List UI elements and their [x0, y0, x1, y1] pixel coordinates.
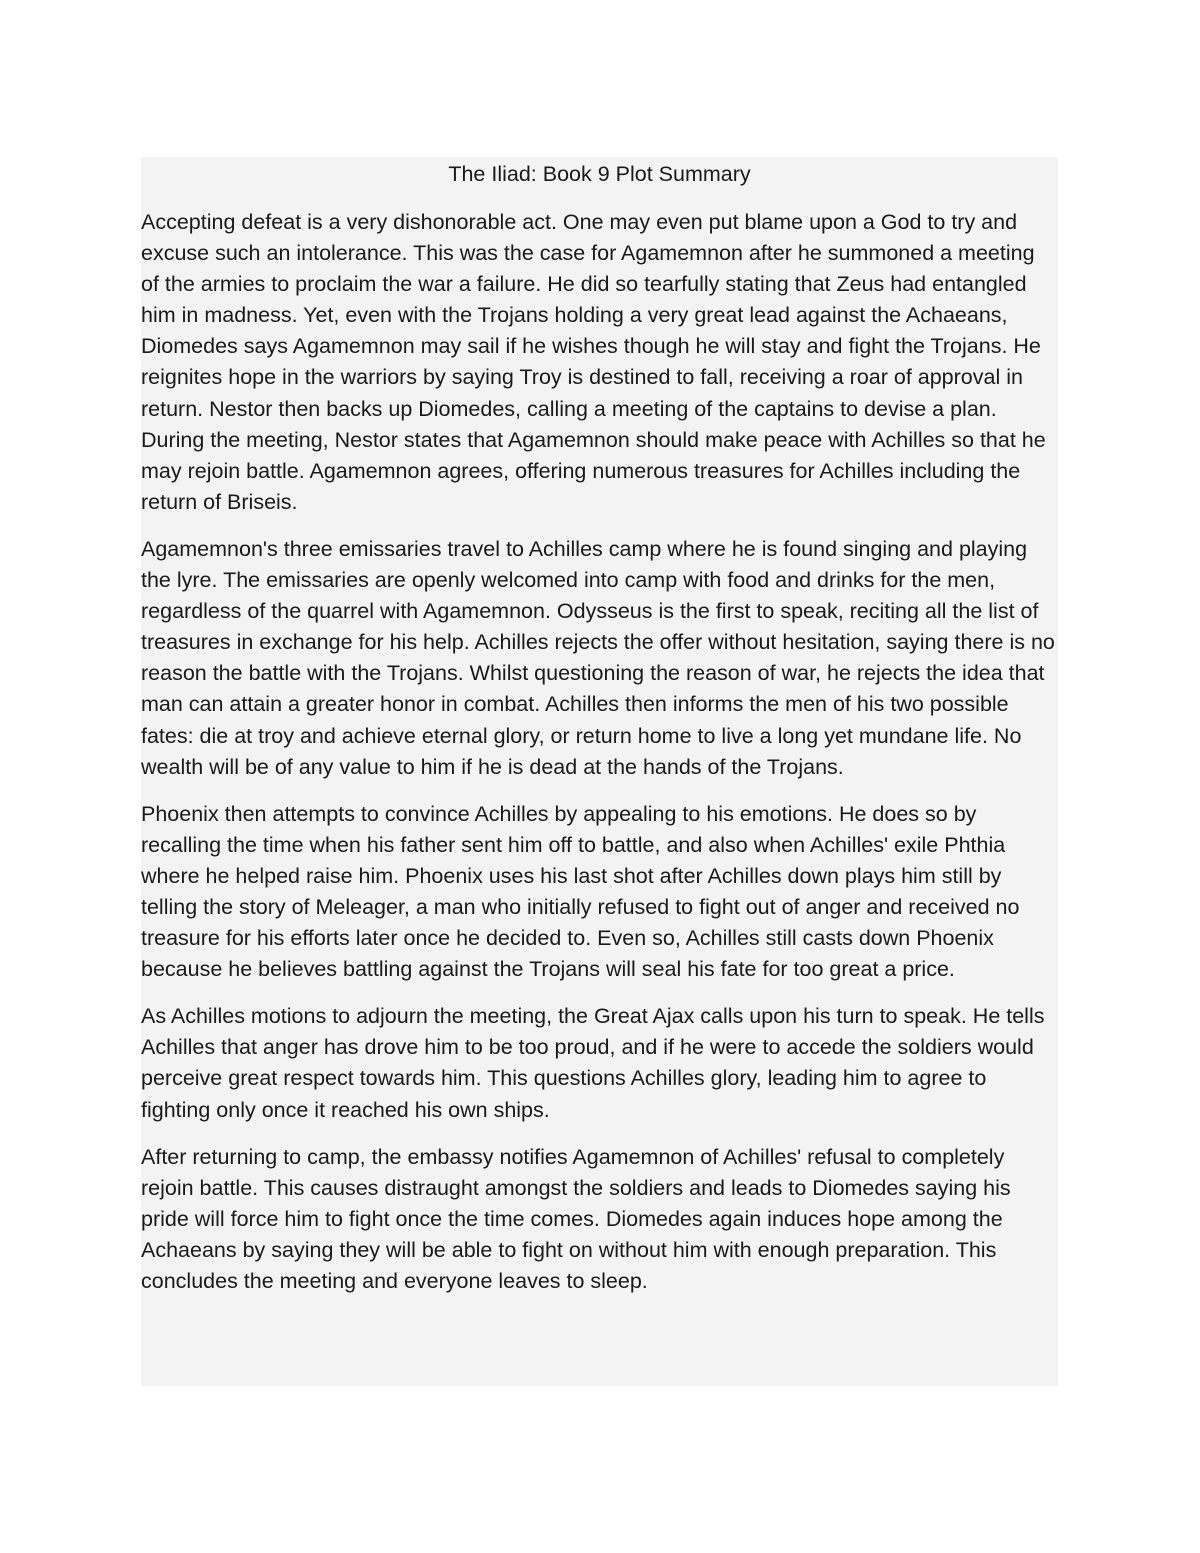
paragraph-3: Phoenix then attempts to convince Achilles by appealing to his emotions. He does so by recalling the time when his father sent him off to battle, and also when Achilles' exile Phthia where he helped raise him. Phoenix uses his last shot after Achilles down plays him still by telling the story of Meleager, a man who initially refused to fight out of anger and received no treasure for his efforts later once he decided to. Even so, Achilles still casts down Phoenix because he believes battling against the Trojans will seal his fate for too great a price.: [141, 801, 1020, 982]
paragraph-4: As Achilles motions to adjourn the meeting, the Great Ajax calls upon his turn to speak. He tells Achilles that anger has drove him to be too proud, and if he were to accede the soldiers would perceive great respect towards him. This questions Achilles glory, leading him to agree to fighting only once it reached his own ships.: [141, 1004, 1045, 1122]
paragraph-1: Accepting defeat is a very dishonorable act. One may even put blame upon a God to try and excuse such an intolerance. This was the case for Agamemnon after he summoned a meeting of the armies to proclaim the war a failure. He did so tearfully stating that Zeus had entangled him in madness. Yet, even with the Trojans holding a very great lead against the Achaeans, Diomedes says Agamemnon may sail if he wishes though he will stay and fight the Trojans. He reignites hope in the warriors by saying Troy is destined to fall, receiving a roar of approval in return. Nestor then backs up Diomedes, calling a meeting of the captains to devise a plan. During the meeting, Nestor states that Agamemnon should make peace with Achilles so that he may rejoin battle. Agamemnon agrees, offering numerous treasures for Achilles including the return of Briseis.: [141, 210, 1046, 514]
text-block: [141, 157, 1058, 1386]
document-title: The Iliad: Book 9 Plot Summary: [448, 162, 751, 186]
paragraph-5: After returning to camp, the embassy notifies Agamemnon of Achilles' refusal to completely rejoin battle. This causes distraught amongst the soldiers and leads to Diomedes saying his pride will force him to fight once the time comes. Diomedes again induces hope among the Achaeans by saying they will be able to fight on without him with enough preparation. This concludes the meeting and everyone leaves to sleep.: [141, 1144, 1011, 1293]
paragraph-2: Agamemnon's three emissaries travel to Achilles camp where he is found singing and playing the lyre. The emissaries are openly welcomed into camp with food and drinks for the men, regardless of the quarrel with Agamemnon. Odysseus is the first to speak, reciting all the list of treasures in exchange for his help. Achilles rejects the offer without hesitation, saying there is no reason the battle with the Trojans. Whilst questioning the reason of war, he rejects the idea that man can attain a greater honor in combat. Achilles then informs the men of his two possible fates: die at troy and achieve eternal glory, or return home to live a long yet mundane life. No wealth will be of any value to him if he is dead at the hands of the Trojans.: [141, 536, 1055, 779]
